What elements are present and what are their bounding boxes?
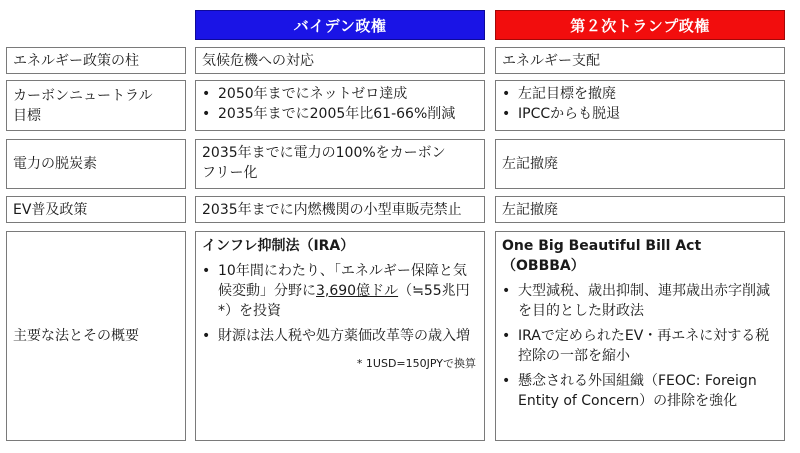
row-label-laws: 主要な法とその概要 [6,231,186,441]
list-item: • 2035年までに2005年比61-66%削減 [196,104,484,124]
law-title-ira: インフレ抑制法（IRA） [202,238,355,254]
investment-amount: 3,690億ドル [316,283,399,299]
list-item: • 10年間にわたり、「エネルギー保障と気候変動」分野に3,690億ドル（≒55兆円*）を投資 [196,261,478,321]
list-item: • 財源は法人税や処方薬価改革等の歳入増 [196,326,478,346]
cell-trump-ev: 左記撤廃 [495,196,785,223]
exchange-rate-note: * 1USD=150JPYで換算 [356,357,476,370]
header-biden-label: バイデン政権 [293,16,387,35]
list-item: • 左記目標を撤廃 [496,84,784,104]
cell-biden-laws [195,231,485,441]
list-item: • 懸念される外国組織（FEOC: Foreign Entity of Concern）の排除を強化 [496,371,778,411]
list-item: • IPCCからも脱退 [496,104,784,124]
row-label-pillar: エネルギー政策の柱 [6,47,186,74]
row-label-carbon-neutral: カーボンニュートラル 目標 [6,80,186,131]
cell-trump-pillar: エネルギー支配 [495,47,785,74]
cell-biden-pillar: 気候危機への対応 [195,47,485,74]
row-label-power: 電力の脱炭素 [6,139,186,189]
list-item: • 2050年までにネットゼロ達成 [196,84,484,104]
cell-trump-power: 左記撤廃 [495,139,785,189]
cell-biden-power: 2035年までに電力の100%をカーボン フリー化 [195,139,485,189]
law-title-obbba: One Big Beautiful Bill Act （OBBBA） [502,238,702,274]
header-biden [195,10,485,40]
cell-trump-laws [495,231,785,441]
cell-biden-carbon-neutral [195,80,485,131]
header-trump [495,10,785,40]
cell-biden-ev: 2035年までに内燃機関の小型車販売禁止 [195,196,485,223]
cell-trump-carbon-neutral [495,80,785,131]
header-trump-label: 第２次トランプ政権 [570,16,710,35]
list-item: • 大型減税、歳出抑制、連邦歳出赤字削減を目的とした財政法 [496,281,778,321]
row-label-ev: EV普及政策 [6,196,186,223]
list-item: • IRAで定められたEV・再エネに対する税控除の一部を縮小 [496,326,778,366]
